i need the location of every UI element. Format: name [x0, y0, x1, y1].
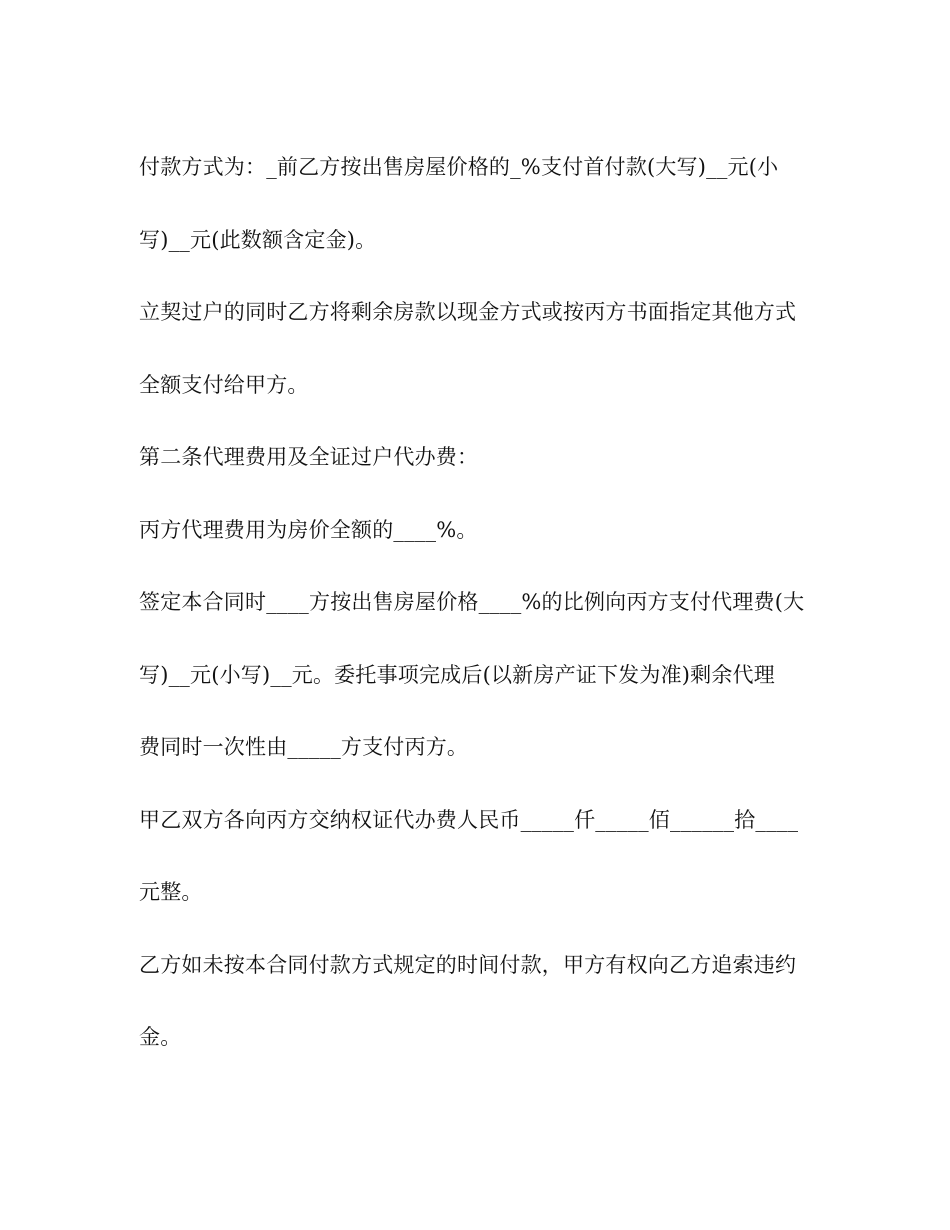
text-line: 写)__元(小写)__元。委托事项完成后(以新房产证下发为准)剩余代理	[139, 662, 775, 687]
text-line: 乙方如未按本合同付款方式规定的时间付款，甲方有权向乙方追索违约	[139, 952, 797, 977]
text-line: 元整。	[139, 880, 203, 904]
section-heading: 第二条代理费用及全证过户代办费：	[139, 445, 479, 469]
contract-text-body	[139, 131, 829, 1074]
text-line: 签定本合同时____方按出售房屋价格____%的比例向丙方支付代理费(大	[139, 590, 805, 614]
text-line: 金。	[139, 1025, 182, 1049]
text-line: 全额支付给甲方。	[139, 372, 309, 397]
text-line: 付款方式为：_前乙方按出售房屋价格的_%支付首付款(大写)__元(小	[139, 155, 779, 179]
text-line: 丙方代理费用为房价全额的____%。	[139, 517, 478, 542]
text-line: 甲乙双方各向丙方交纳权证代办费人民币_____仟_____佰______拾____	[139, 807, 799, 832]
text-line: 费同时一次性由_____方支付丙方。	[139, 735, 469, 759]
text-line: 写)__元(此数额含定金)。	[139, 227, 377, 252]
text-line: 立契过户的同时乙方将剩余房款以现金方式或按丙方书面指定其他方式	[139, 300, 797, 324]
